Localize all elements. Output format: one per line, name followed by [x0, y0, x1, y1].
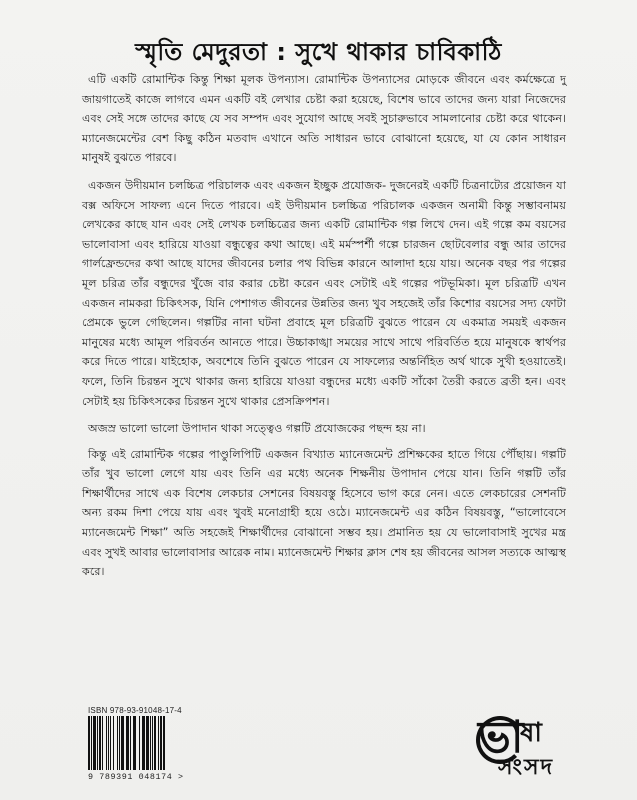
isbn-barcode-block	[88, 706, 228, 782]
logo-mark: ভা	[478, 712, 524, 763]
cover-title: স্মৃতি মেদুরতা : সুখে থাকার চাবিকাঠি	[135, 38, 502, 66]
isbn-label: ISBN 978-93-91048-17-4	[88, 706, 182, 715]
publisher-logo	[478, 700, 588, 790]
barcode-number: 9 789391 048174 >	[88, 772, 184, 782]
logo-line-2: সংসদ	[498, 755, 555, 780]
blurb-paragraph-2: একজন উদীয়মান চলচ্চিত্র পরিচালক এবং একজন ইচ্ছুক প্রযোজক- দুজনেরই একটি চিত্রনাট্যের প্রয়োজন যা বক্স অফিসে সাফল্য এনে দিতে পারবে। এই উদীয়মান চলচ্চিত্র পরিচালক একজন অনামী কিন্তু সম্ভাবনাময় লেখকের কাছে যান এবং সেই লেখক চলচ্চিত্রের জন্য একটি রোমান্টিক গল্প লিখে দেন। এই গল্পে কম বয়সের ভালোবাসা এবং হারিয়ে যাওয়া বন্ধুত্বের কথা আছে। এই মর্মস্পর্শী গল্পে চারজন ছোটবেলার বন্ধু আর তাদের গার্লফ্রেন্ডদের কথা আছে যাদের জীবনের চলার পথ বিভিন্ন কারনে আলাদা হয়ে যায়। অনেক বছর পর গল্পের মূল চরিত্র তাঁর বন্ধুদের খুঁজে বার করার চেষ্টা করেন এবং সেটাই এই গল্পের পটভূমিকা। মূল চরিত্রটি এখন একজন নামকরা চিকিৎসক, যিনি পেশাগত জীবনের উন্নতির জন্য খুব সহজেই তাঁর কিশোর বয়সের সদ্য ফোটা প্রেমকে ভুলে গেছিলেন। গল্পটির নানা ঘটনা প্রবাহে মূল চরিত্রটি বুঝতে পারেন যে একমাত্র সময়ই একজন মানুষের মধ্যে আমূল পরিবর্তন আনতে পারে। উচ্চাকাঙ্খা সময়ের সাথে সাথে পরিবর্তিত হয়ে মানুষকে স্বার্থপর করে দিতে পারে। যাইহোক, অবশেষে তিনি বুঝতে পারেন যে সাফল্যের অন্তর্নিহিত অর্থ থাকে সুখী হওয়াতেই। ফলে, তিনি চিরন্তন সুখে থাকার জন্য হারিয়ে যাওয়া বন্ধুদের মধ্যে একটি সাঁকো তৈরী করতে ব্রতী হন। এবং সেটাই হয় চিকিৎসকের চিরন্তন সুখে থাকার প্রেসক্রিপশন।	[82, 178, 566, 408]
barcode-bar	[163, 716, 165, 770]
barcode-graphic	[88, 716, 218, 770]
blurb-paragraph-1: এটি একটি রোমান্টিক কিন্তু শিক্ষা মূলক উপন্যাস। রোমান্টিক উপন্যাসের মোড়কে জীবনে এবং কর্মক্ষেত্রে দু জায়গাতেই কাজে লাগবে এমন একটি বই লেখার চেষ্টা করা হয়েছে, বিশেষ ভাবে তাদের জন্য যারা নিজেদের এবং সেই সঙ্গে তাদের কাছে যে সব সম্পদ এবং সুযোগ আছে সবই সুচারুভাবে সামলানোর চেষ্টা করে থাকেন। ম্যানেজমেন্টের বেশ কিছু কঠিন মতবাদ এখানে অতি সাধারন ভাবে বোঝানো হয়েছে, যা যে কোন সাধারন মানুষই বুঝতে পারবে।	[82, 73, 566, 165]
blurb-paragraph-4: কিন্তু এই রোমান্টিক গল্পের পাণ্ডুলিপিটি একজন বিখ্যাত ম্যানেজমেন্ট প্রশিক্ষকের হাতে গিয়ে পৌঁছায়। গল্পটি তাঁর খুব ভালো লেগে যায় এবং তিনি এর মধ্যে অনেক শিক্ষনীয় উপাদান পেয়ে যান। তিনি গল্পটি তাঁর শিক্ষার্থীদের সাথে এক বিশেষ লেকচার সেশনের বিষয়বস্তু হিসেবে ভাগ করে নেন। এতে লেকচারের সেশনটি অন্য রকম দিশা পেয়ে যায় এবং খুবই মনোগ্রাহী হয়ে ওঠে। ম্যানেজমেন্ট এর কঠিন বিষয়বস্তু, “ভালোবেসে ম্যানেজমেন্ট শিক্ষা” অতি সহজেই শিক্ষার্থীদের বোঝানো সম্ভব হয়। প্রমানিত হয় যে ভালোবাসাই সুখের মন্ত্র এবং সুখই আবার ভালোবাসার আরেক নাম। ম্যানেজমেন্ট শিক্ষার ক্লাস শেষ হয় জীবনের আসল সত্যকে আত্মস্থ করে।	[82, 447, 566, 579]
logo-line-1: ষা	[520, 718, 542, 748]
blurb-paragraph-3: অজস্র ভালো ভালো উপাদান থাকা সত্ত্বেও গল্পটি প্রযোজকের পছন্দ হয় না।	[88, 422, 426, 436]
blurb-body	[82, 70, 566, 590]
